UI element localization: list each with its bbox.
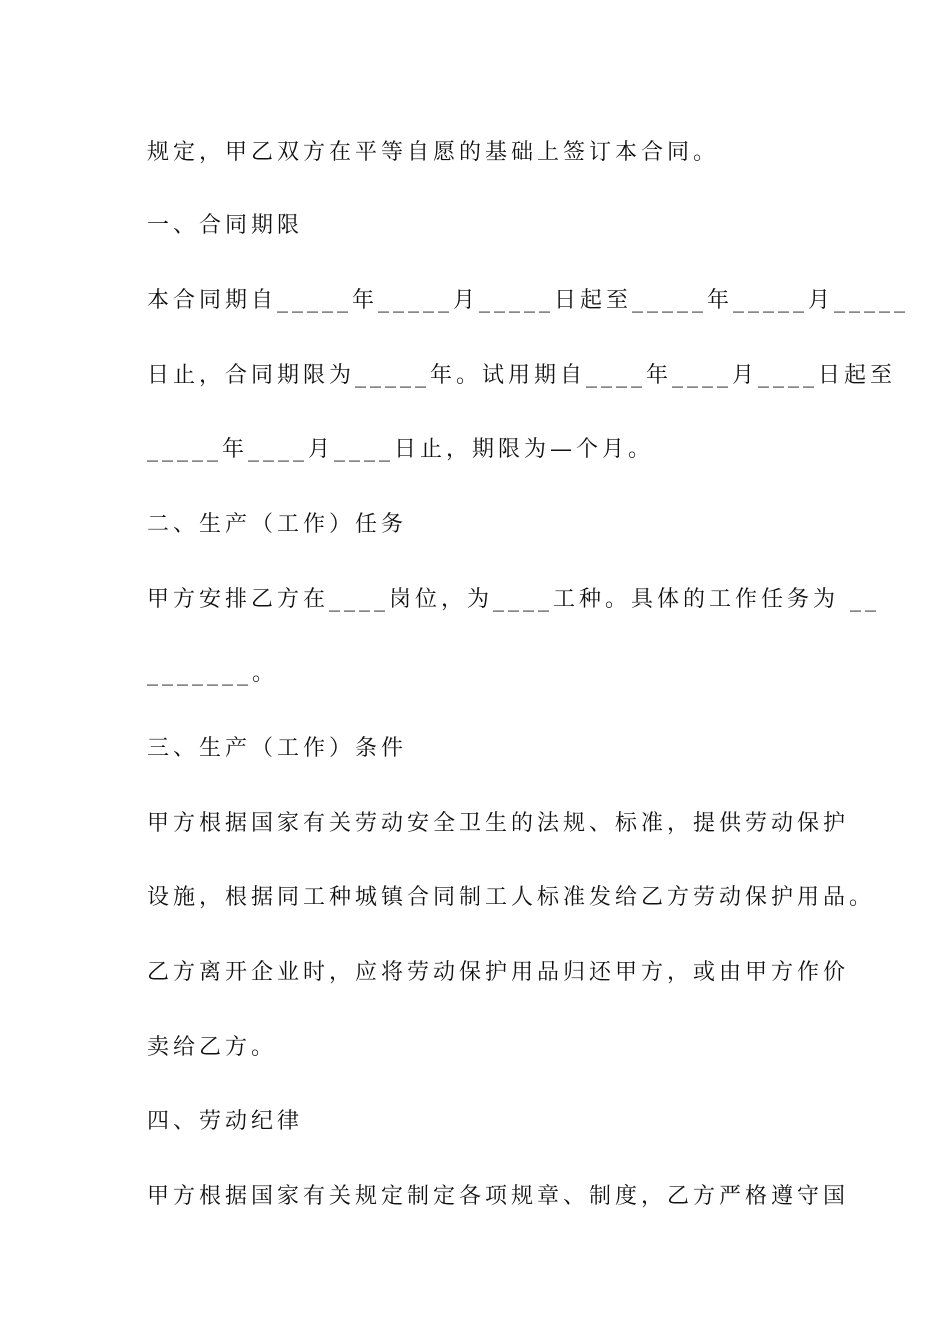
text-line-discipline-1: 甲方根据国家有关规定制定各项规章、制度，乙方严格遵守国 xyxy=(147,1184,850,1209)
text-line-conditions-2: 设施，根据同工种城镇合同制工人标准发给乙方劳动保护用品。 xyxy=(147,885,876,910)
text-line-term-2: 日止，合同期限为_____年。试用期自____年____月____日起至 xyxy=(147,363,897,388)
text-line-conditions-3: 乙方离开企业时，应将劳动保护用品归还甲方，或由甲方作价 xyxy=(147,960,850,985)
text-line-term-1: 本合同期自_____年_____月_____日起至_____年_____月_____ xyxy=(147,288,910,313)
section-heading-production-conditions: 三、生产（工作）条件 xyxy=(147,736,408,761)
section-heading-production-tasks: 二、生产（工作）任务 xyxy=(147,512,408,537)
text-line-intro: 规定，甲乙双方在平等自愿的基础上签订本合同。 xyxy=(147,140,720,165)
section-heading-labor-discipline: 四、劳动纪律 xyxy=(147,1109,304,1134)
text-line-term-3: _____年____月____日止，期限为—个月。 xyxy=(147,437,655,462)
text-line-tasks-1: 甲方安排乙方在____岗位，为____工种。具体的工作任务为 __ xyxy=(147,587,880,612)
text-line-conditions-4: 卖给乙方。 xyxy=(147,1035,278,1060)
text-line-tasks-2: _______。 xyxy=(147,661,279,686)
text-line-conditions-1: 甲方根据国家有关劳动安全卫生的法规、标准，提供劳动保护 xyxy=(147,811,850,836)
section-heading-contract-term: 一、合同期限 xyxy=(147,213,304,238)
